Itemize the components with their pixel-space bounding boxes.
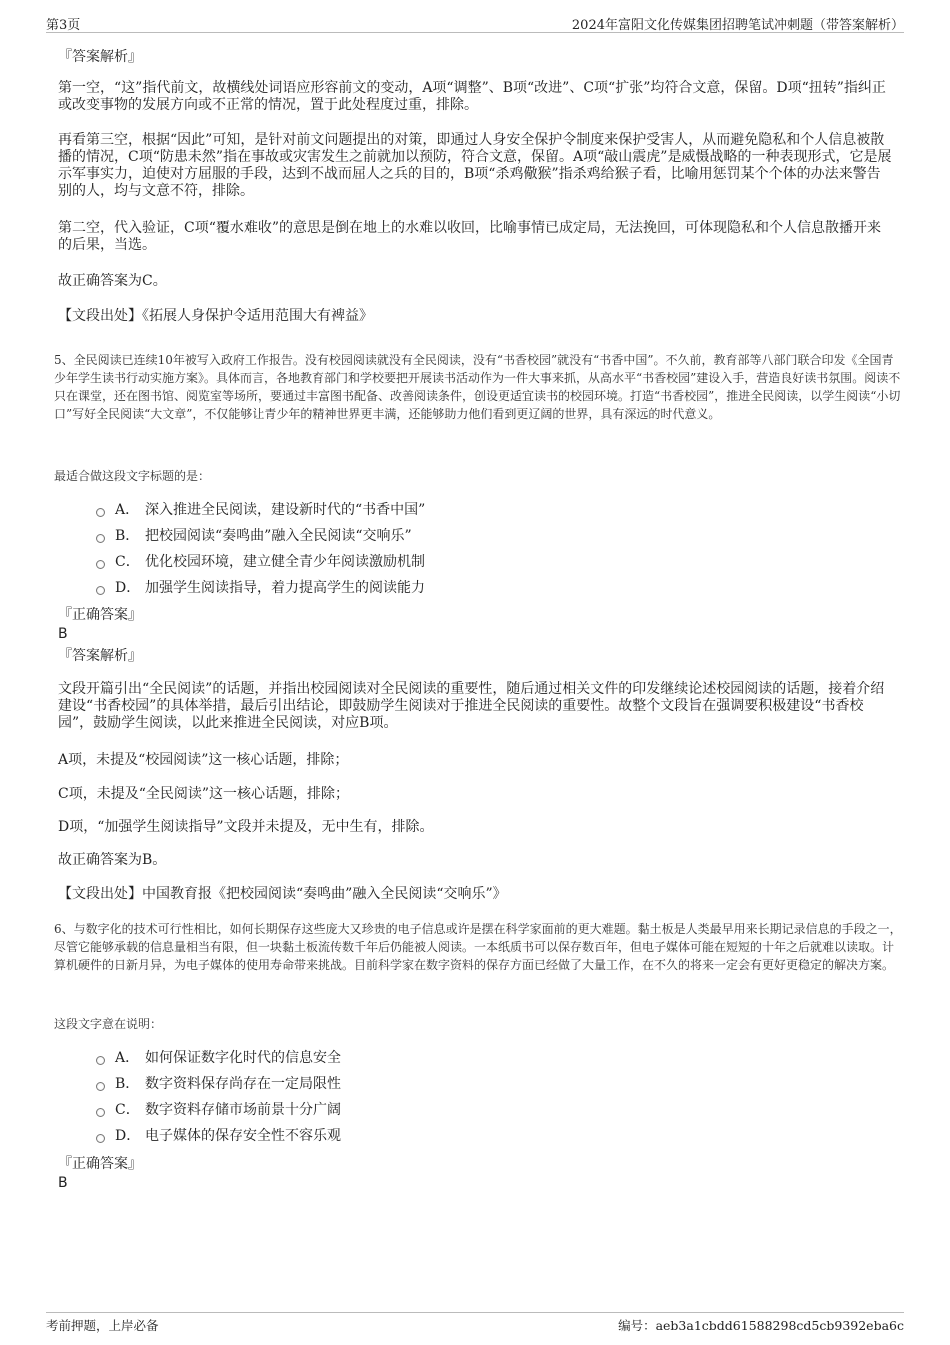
page-header: [46, 12, 904, 33]
analysis-paragraph: 第二空，代入验证，C项“覆水难收”的意思是倒在地上的水难以收回，比喻事情已成定局，无法挽回，可体现隐私和个人信息散播开来的后果，当选。: [58, 220, 882, 253]
question-prompt: 最适合做这段文字标题的是：: [54, 469, 211, 483]
radio-icon[interactable]: [96, 586, 105, 595]
radio-icon[interactable]: [96, 1108, 105, 1117]
answer-conclusion: 故正确答案为B。: [58, 852, 167, 868]
analysis-paragraph: 第一空，“这”指代前文，故横线处词语应形容前文的变动，A项“调整”、B项“改进”、C项“扩张”均符合文意，保留。D项“扭转”指纠正或改变事物的发展方向或不正常的情况，置于此处程度过重，排除。: [58, 80, 886, 113]
radio-icon[interactable]: [96, 508, 105, 517]
radio-icon[interactable]: [96, 560, 105, 569]
option-b[interactable]: B． 数字资料保存尚存在一定局限性: [96, 1076, 341, 1093]
radio-icon[interactable]: [96, 1134, 105, 1143]
radio-icon[interactable]: [96, 534, 105, 543]
correct-answer: B: [58, 1175, 68, 1191]
correct-answer: B: [58, 626, 68, 642]
correct-answer-label: 『正确答案』: [58, 607, 142, 623]
footer-slogan: 考前押题，上岸必备: [46, 1318, 159, 1333]
option-d[interactable]: D． 电子媒体的保存安全性不容乐观: [96, 1128, 341, 1145]
document-title: 2024年富阳文化传媒集团招聘笔试冲刺题（带答案解析）: [571, 18, 904, 33]
source-citation: 【文段出处】《拓展人身保护令适用范围大有裨益》: [58, 308, 373, 324]
document-code: 编号：aeb3a1cbdd61588298cd5cb9392eba6c: [618, 1318, 904, 1333]
answer-conclusion: 故正确答案为C。: [58, 273, 167, 289]
option-a[interactable]: A． 如何保证数字化时代的信息安全: [96, 1050, 341, 1067]
analysis-paragraph: A项，未提及“校园阅读”这一核心话题，排除；: [58, 752, 349, 768]
radio-icon[interactable]: [96, 1056, 105, 1065]
analysis-paragraph: 再看第三空，根据“因此”可知，是针对前文问题提出的对策，即通过人身安全保护令制度来保护受害人，从而避免隐私和个人信息被散播的情况，C项“防患未然”指在事故或灾害发生之前就加以预防，符合文意，保留。A项“敲山震虎”是威慑战略的一种表现形式，它是展示军事实力，迫使对方屈服的手段，达到不战而屈人之兵的目的，B项“杀鸡儆猴”指杀鸡给猴子看，比喻用惩罚某个个体的办法来警告别的人，均与文意不符，排除。: [58, 132, 892, 199]
source-citation: 【文段出处】中国教育报《把校园阅读“奏鸣曲”融入全民阅读“交响乐”》: [58, 886, 507, 902]
option-a[interactable]: A． 深入推进全民阅读，建设新时代的“书香中国”: [96, 502, 425, 519]
question-stem: 5、全民阅读已连续10年被写入政府工作报告。没有校园阅读就没有全民阅读，没有“书香校园”就没有“书香中国”。不久前，教育部等八部门联合印发《全国青少年学生读书行动实施方案》。具体而言，各地教育部门和学校要把开展读书活动作为一件大事来抓，从高水平“书香校园”建设入手，营造良好读书氛围。阅读不只在课堂，还在图书馆、阅览室等场所，要通过丰富图书配备、改善阅读条件，创设更适宜读书的校园环境。打造“书香校园”，推进全民阅读，以学生阅读“小切口”写好全民阅读“大文章”，不仅能够让青少年的精神世界更丰满，还能够助力他们看到更辽阔的世界，具有深远的时代意义。: [54, 353, 901, 421]
analysis-label: 『答案解析』: [58, 49, 142, 65]
radio-icon[interactable]: [96, 1082, 105, 1091]
correct-answer-label: 『正确答案』: [58, 1156, 142, 1172]
analysis-paragraph: 文段开篇引出“全民阅读”的话题，并指出校园阅读对全民阅读的重要性，随后通过相关文件的印发继续论述校园阅读的话题，接着介绍建设“书香校园”的具体举措，最后引出结论，即鼓励学生阅读对于推进全民阅读的重要性。故整个文段旨在强调要积极建设“书香校园”，鼓励学生阅读，以此来推进全民阅读，对应B项。: [58, 681, 885, 731]
analysis-label: 『答案解析』: [58, 648, 142, 664]
question-prompt: 这段文字意在说明：: [54, 1017, 163, 1031]
option-d[interactable]: D． 加强学生阅读指导，着力提高学生的阅读能力: [96, 580, 425, 597]
option-c[interactable]: C． 优化校园环境，建立健全青少年阅读激励机制: [96, 554, 425, 571]
analysis-paragraph: C项，未提及“全民阅读”这一核心话题，排除；: [58, 786, 350, 802]
question-stem: 6、与数字化的技术可行性相比，如何长期保存这些庞大又珍贵的电子信息或许是摆在科学家面前的更大难题。黏土板是人类最早用来长期记录信息的手段之一，尽管它能够承载的信息量相当有限，但一块黏土板流传数千年后仍能被人阅读。一本纸质书可以保存数百年，但电子媒体可能在短短的十年之后就难以读取。计算机硬件的日新月异，为电子媒体的使用寿命带来挑战。目前科学家在数字资料的保存方面已经做了大量工作，在不久的将来一定会有更好更稳定的解决方案。: [54, 922, 902, 972]
option-b[interactable]: B． 把校园阅读“奏鸣曲”融入全民阅读“交响乐”: [96, 528, 412, 545]
option-c[interactable]: C． 数字资料存储市场前景十分广阔: [96, 1102, 341, 1119]
page-number: 第3页: [46, 18, 81, 33]
page-footer: [46, 1312, 904, 1335]
analysis-paragraph: D项，“加强学生阅读指导”文段并未提及，无中生有，排除。: [58, 819, 434, 835]
